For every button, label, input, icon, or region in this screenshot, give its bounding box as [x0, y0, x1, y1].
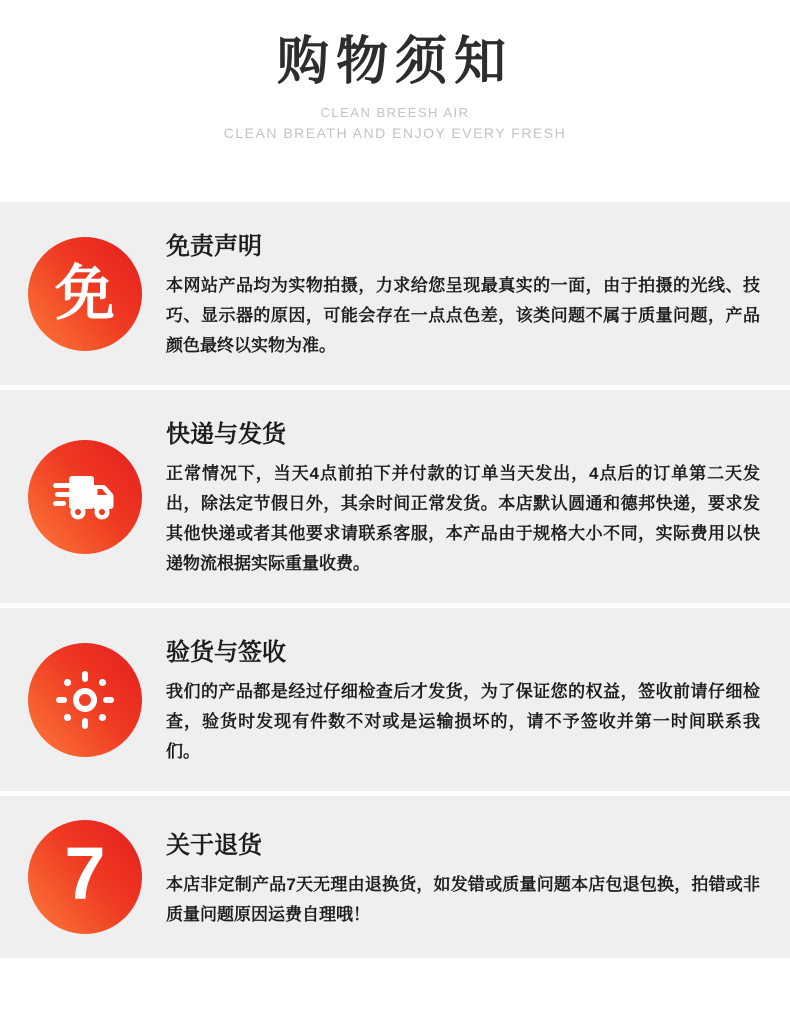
seven-badge [28, 820, 142, 934]
bottom-spacer [0, 963, 790, 1023]
card-body-inspection: 我们的产品都是经过仔细检查后才发货，为了保证您的权益，签收前请仔细检查，验货时发现有件数不对或是运输损坏的，请不予签收并第一时间联系我们。 [166, 682, 760, 761]
page-title: 购物须知 [276, 33, 513, 91]
card-text-disclaimer [166, 226, 760, 361]
card-title-returns: 关于退货 [166, 831, 262, 859]
delivery-truck-icon [28, 440, 142, 554]
notice-card-returns [0, 796, 790, 958]
mian-character: 免 [55, 259, 115, 327]
notice-card-shipping [0, 390, 790, 603]
page-subtitle-line2: CLEAN BREATH AND ENJOY EVERY FRESH [223, 125, 567, 141]
card-title-shipping: 快递与发货 [166, 421, 286, 448]
sun-icon [28, 643, 142, 757]
notice-card-inspection [0, 608, 790, 791]
card-body-returns: 本店非定制产品7天无理由退换货，如发错或质量问题本店包退包换，拍错或非质量问题原因运费自理哦！ [166, 874, 760, 924]
card-body-shipping: 正常情况下，当天4点前拍下并付款的订单当天发出，4点后的订单第二天发出，除法定节假日外，其余时间正常发货。本店默认圆通和德邦快递，要求发其他快递或者其他要求请联系客服，本产品由于规格大小不同，实际费用以快递物流根据实际重量收费。 [166, 464, 760, 573]
card-title-disclaimer: 免责声明 [166, 233, 262, 260]
card-text-shipping [166, 414, 760, 579]
mian-character-badge [28, 237, 142, 351]
seven-number: 7 [64, 832, 106, 915]
card-title-inspection: 验货与签收 [166, 639, 286, 666]
notice-card-disclaimer [0, 202, 790, 385]
page-header [0, 0, 790, 202]
card-body-disclaimer: 本网站产品均为实物拍摄，力求给您呈现最真实的一面，由于拍摄的光线、技巧、显示器的原因，可能会存在一点点色差，该类问题不属于质量问题，产品颜色最终以实物为准。 [166, 276, 760, 355]
card-text-inspection [166, 632, 760, 767]
card-text-returns [166, 825, 760, 930]
page-subtitle-line1: CLEAN BREESH AIR [320, 105, 470, 120]
